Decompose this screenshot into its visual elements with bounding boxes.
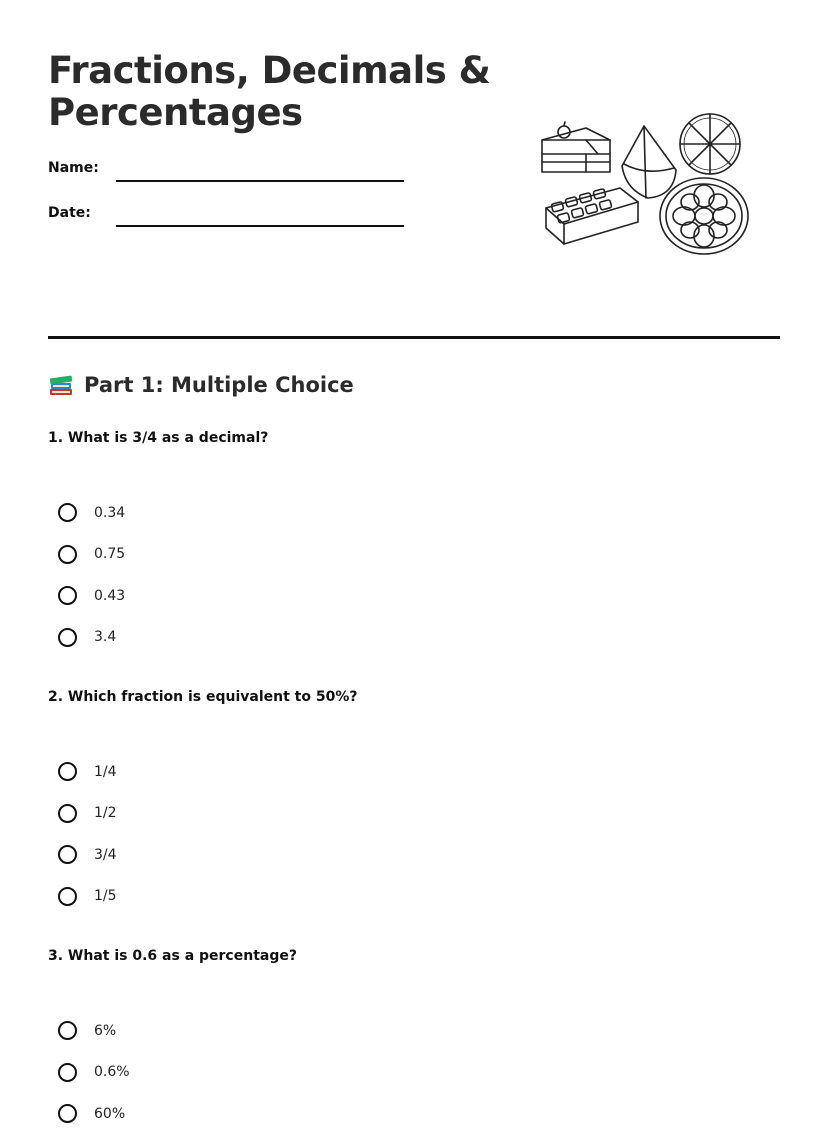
- part-1-heading: [48, 372, 354, 398]
- option-label: 0.34: [94, 504, 126, 521]
- question-1: [48, 429, 748, 658]
- option-label: 0.6%: [94, 1064, 130, 1081]
- question-text: 1. What is 3/4 as a decimal?: [48, 430, 269, 446]
- radio-button[interactable]: [58, 1063, 77, 1082]
- answer-option[interactable]: [48, 876, 748, 918]
- answer-option[interactable]: [48, 751, 748, 793]
- chocolate-bar-icon: [546, 188, 638, 244]
- option-label: 1/2: [94, 805, 117, 822]
- option-label: 0.43: [94, 587, 126, 604]
- pizza-icon: [680, 114, 740, 174]
- name-field[interactable]: [116, 180, 404, 182]
- question-2: [48, 688, 748, 917]
- option-label: 1/5: [94, 888, 117, 905]
- books-icon: [48, 372, 74, 398]
- radio-button[interactable]: [58, 628, 77, 647]
- question-3: [48, 947, 748, 1135]
- answer-options: [48, 492, 748, 658]
- option-label: 3.4: [94, 629, 117, 646]
- date-label: Date:: [48, 205, 91, 221]
- answer-option[interactable]: [48, 793, 748, 835]
- radio-button[interactable]: [58, 545, 77, 564]
- answer-options: [48, 1010, 748, 1135]
- radio-button[interactable]: [58, 586, 77, 605]
- date-field[interactable]: [116, 225, 404, 227]
- answer-option[interactable]: [48, 834, 748, 876]
- option-label: 3/4: [94, 846, 117, 863]
- radio-button[interactable]: [58, 845, 77, 864]
- answer-option[interactable]: [48, 1052, 748, 1094]
- answer-option[interactable]: [48, 575, 748, 617]
- option-label: 6%: [94, 1022, 117, 1039]
- question-text: 3. What is 0.6 as a percentage?: [48, 948, 297, 964]
- worksheet-title: Fractions, Decimals & Percentages: [48, 49, 491, 134]
- option-label: 1/4: [94, 763, 117, 780]
- wedge-icon: [622, 126, 676, 198]
- option-label: 0.75: [94, 546, 126, 563]
- answer-option[interactable]: [48, 534, 748, 576]
- answer-option[interactable]: [48, 1010, 748, 1052]
- radio-button[interactable]: [58, 503, 77, 522]
- name-label: Name:: [48, 160, 99, 176]
- section-divider: [48, 336, 780, 339]
- option-label: 60%: [94, 1105, 126, 1122]
- question-text: 2. Which fraction is equivalent to 50%?: [48, 689, 358, 705]
- radio-button[interactable]: [58, 804, 77, 823]
- answer-option[interactable]: [48, 1093, 748, 1135]
- cake-slice-icon: [542, 122, 610, 172]
- part-1-title: Part 1: Multiple Choice: [84, 373, 354, 397]
- answer-option[interactable]: [48, 492, 748, 534]
- answer-option[interactable]: [48, 617, 748, 659]
- answer-options: [48, 751, 748, 917]
- tart-icon: [660, 178, 748, 254]
- radio-button[interactable]: [58, 1021, 77, 1040]
- fraction-foods-illustration: [536, 110, 752, 260]
- radio-button[interactable]: [58, 762, 77, 781]
- radio-button[interactable]: [58, 887, 77, 906]
- radio-button[interactable]: [58, 1104, 77, 1123]
